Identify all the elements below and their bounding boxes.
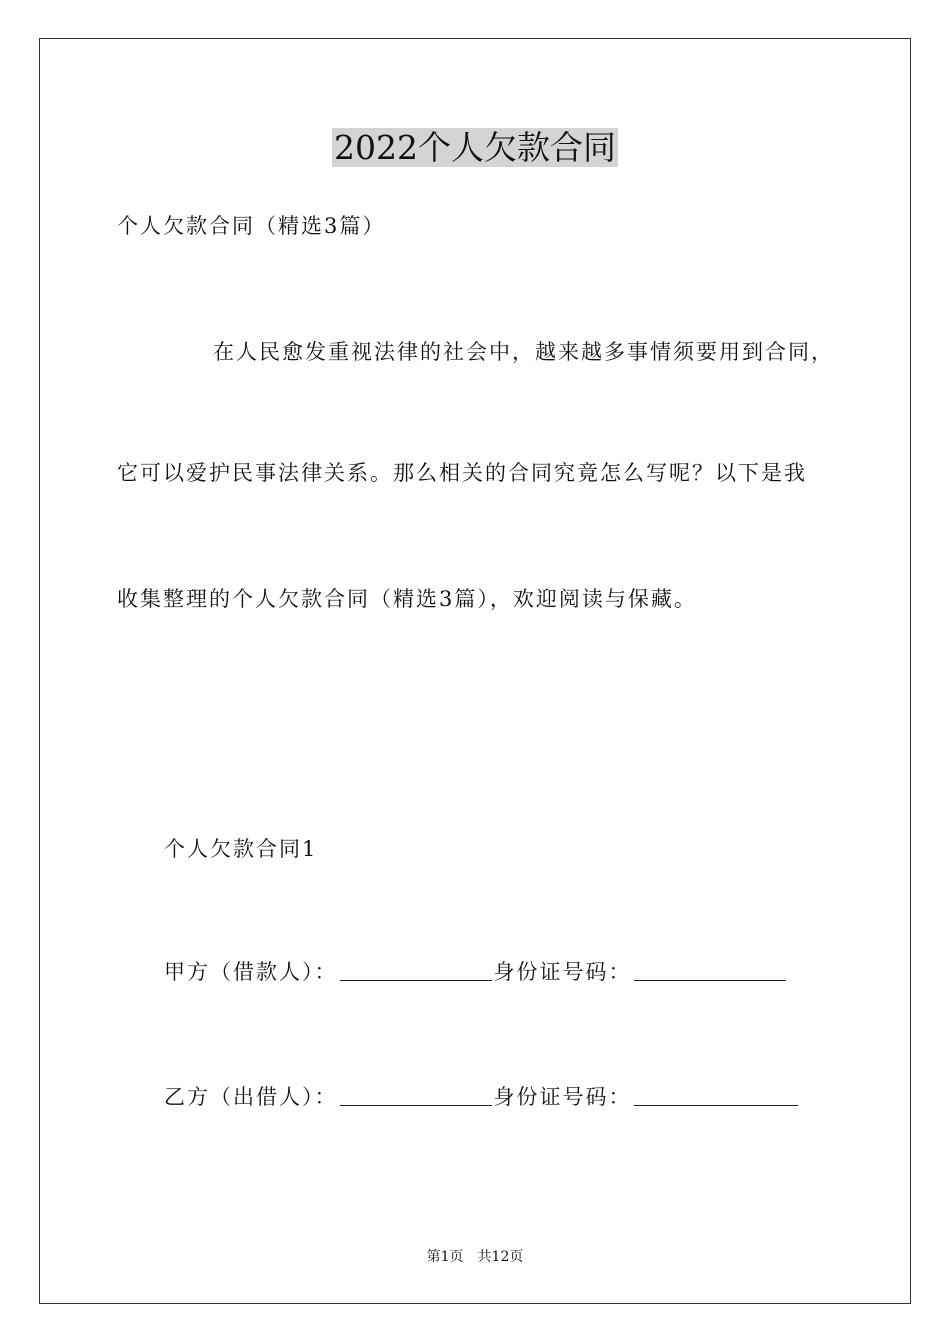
document-title bbox=[0, 126, 950, 170]
party-a-name-blank bbox=[340, 960, 492, 981]
section-heading: 个人欠款合同1 bbox=[164, 837, 318, 861]
party-b-id-blank bbox=[634, 1085, 798, 1106]
party-b-name-blank bbox=[340, 1085, 492, 1106]
party-a-id-blank bbox=[634, 960, 786, 981]
party-a-id-label: 身份证号码： bbox=[493, 960, 632, 984]
document-title-text: 2022个人欠款合同 bbox=[334, 128, 616, 167]
party-b-id-label: 身份证号码： bbox=[493, 1085, 632, 1109]
document-subtitle: 个人欠款合同（精选3篇） bbox=[117, 214, 386, 238]
intro-line-2: 它可以爱护民事法律关系。那么相关的合同究竟怎么写呢？以下是我 bbox=[117, 461, 807, 485]
page-total: 共12页 bbox=[477, 1249, 524, 1265]
party-a-line bbox=[164, 957, 788, 987]
party-b-label: 乙方（出借人）： bbox=[164, 1085, 338, 1109]
intro-line-1: 在人民愈发重视法律的社会中，越来越多事情须要用到合同， bbox=[213, 340, 834, 364]
intro-line-3: 收集整理的个人欠款合同（精选3篇），欢迎阅读与保藏。 bbox=[117, 587, 697, 611]
party-a-label: 甲方（借款人）： bbox=[164, 960, 338, 984]
page-footer bbox=[0, 1247, 950, 1267]
party-b-line bbox=[164, 1082, 800, 1112]
page-number: 第1页 bbox=[426, 1249, 464, 1265]
